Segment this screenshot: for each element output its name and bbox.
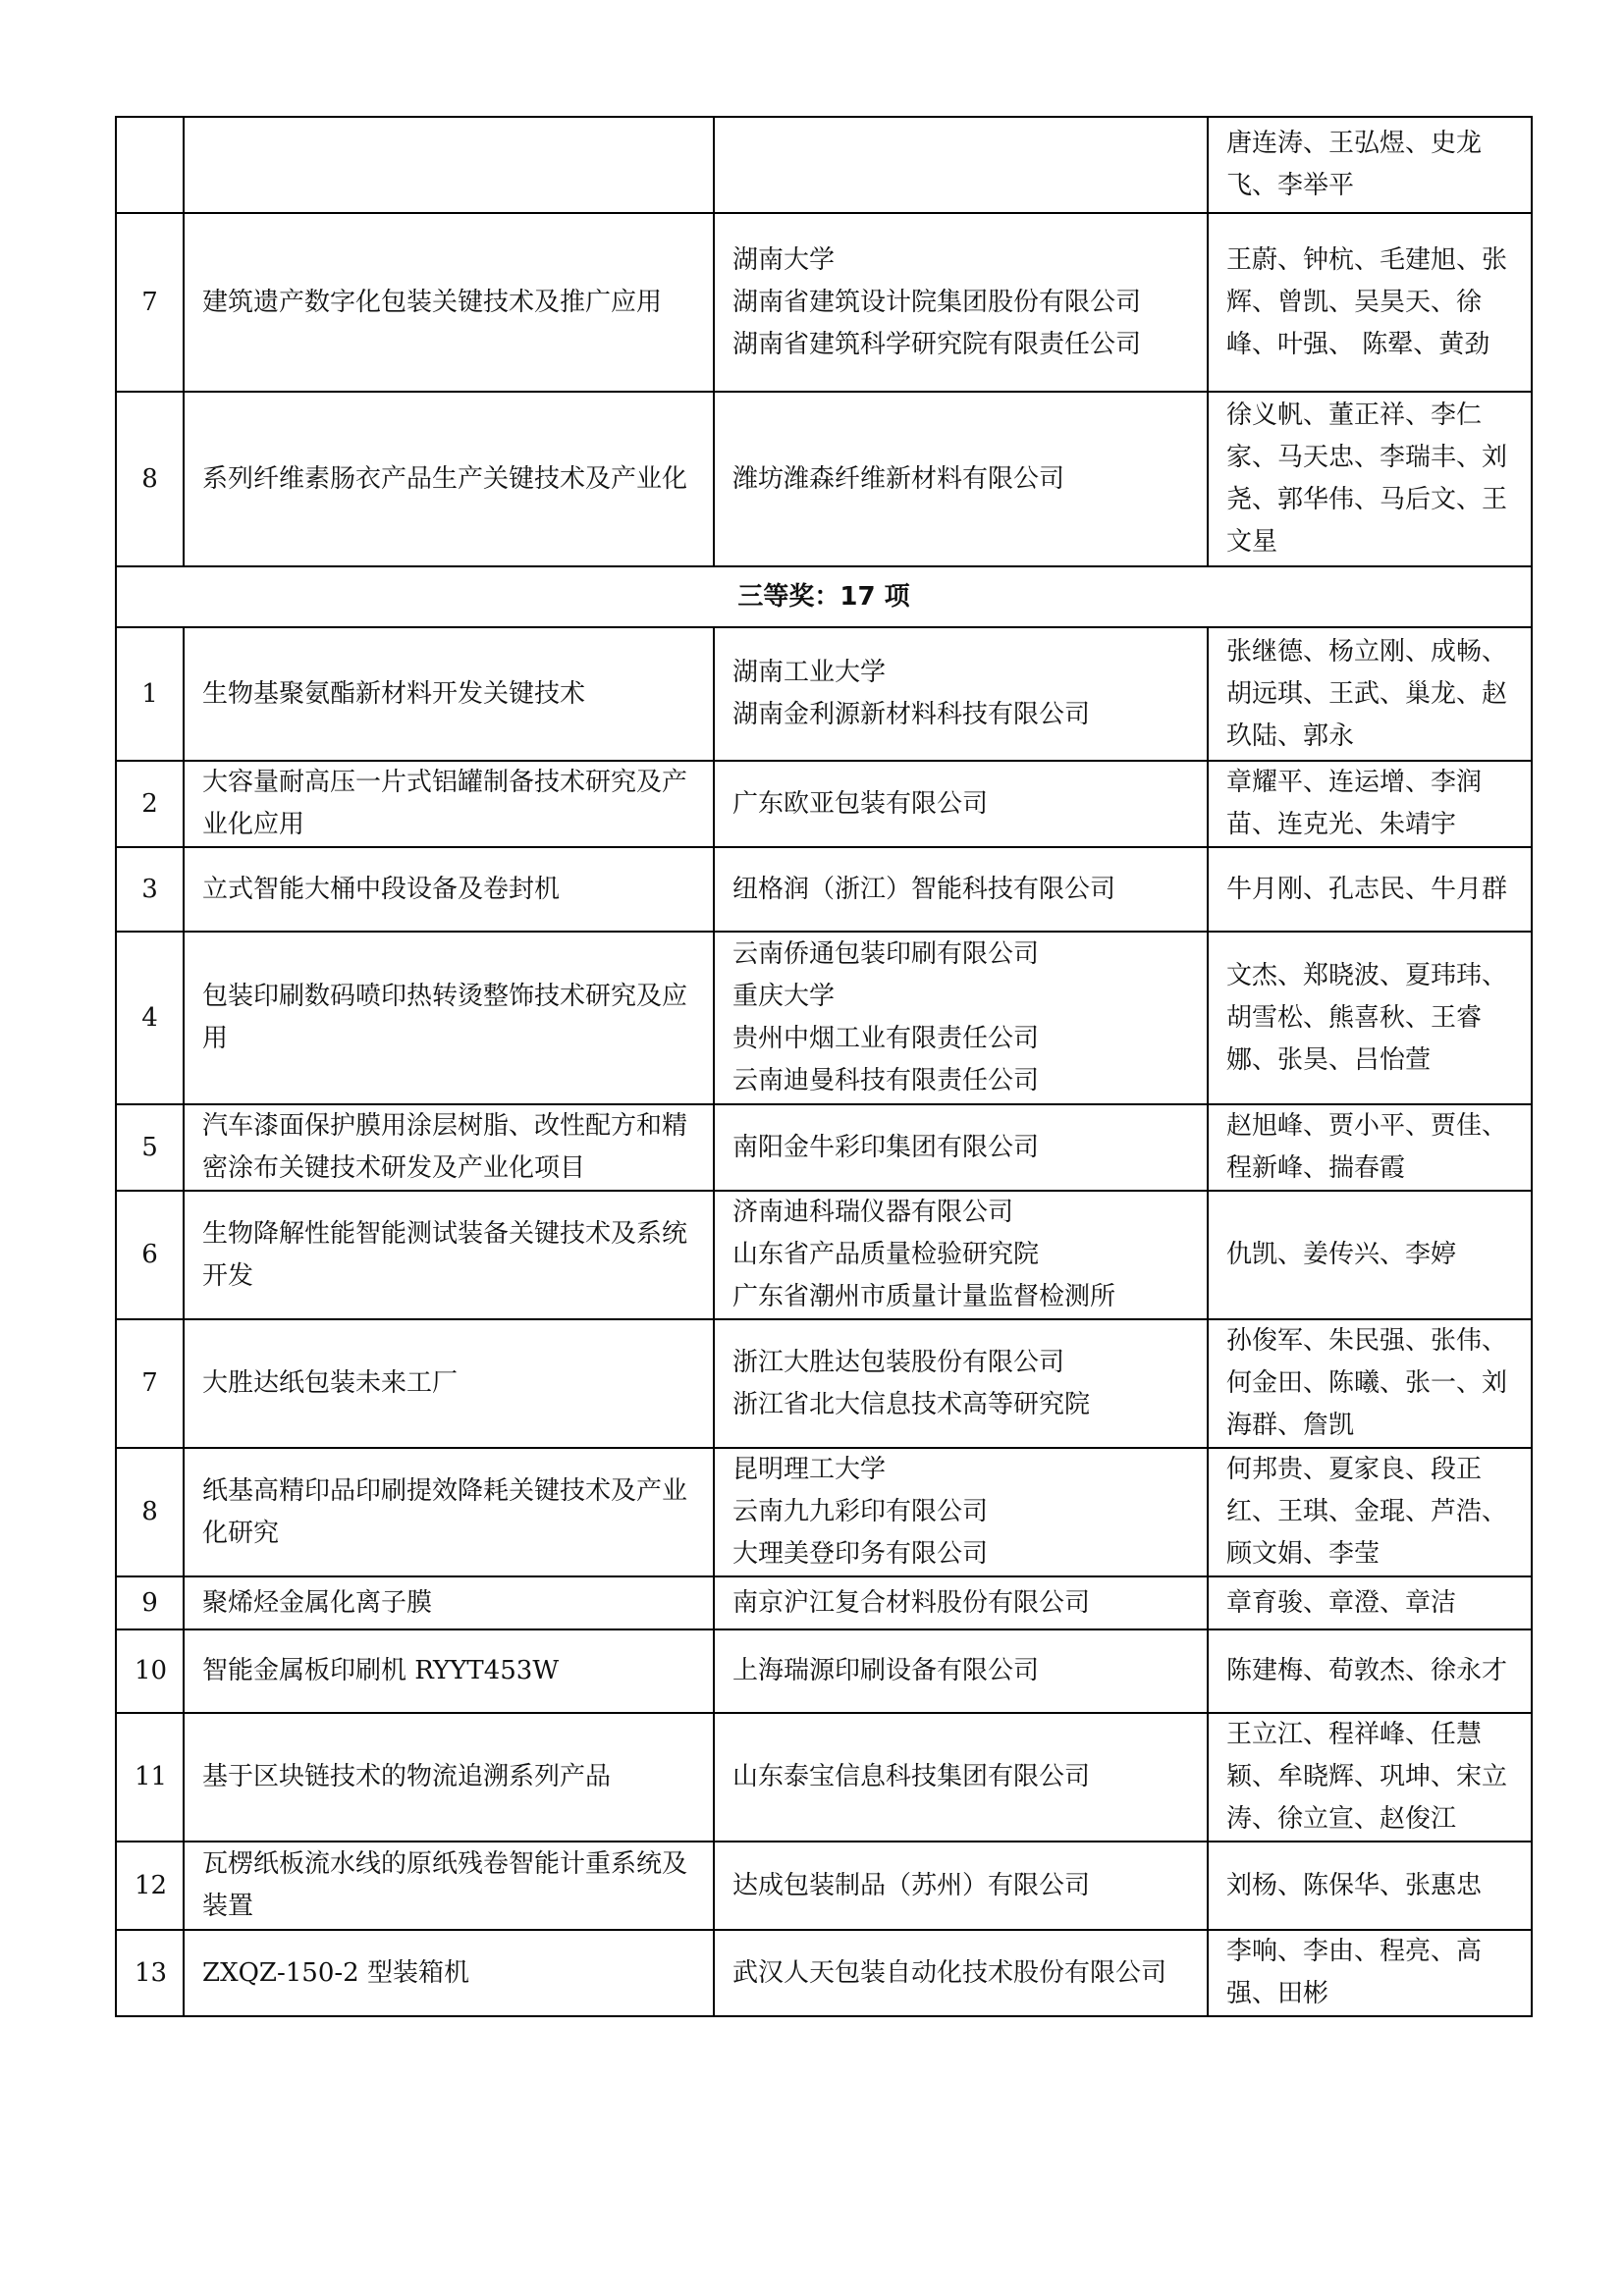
item-number: 5 xyxy=(116,1104,184,1191)
organizations-cell xyxy=(714,1448,1208,1576)
organization-name: 潍坊潍森纤维新材料有限公司 xyxy=(732,463,1065,494)
item-number: 8 xyxy=(116,1448,184,1576)
project-name: 纸基高精印品印刷提效降耗关键技术及产业化研究 xyxy=(184,1448,714,1576)
organizations-cell xyxy=(714,761,1208,847)
contributors: 章育骏、章澄、章洁 xyxy=(1208,1576,1532,1629)
item-number: 9 xyxy=(116,1576,184,1629)
organizations-cell xyxy=(714,1713,1208,1842)
project-name: 大容量耐高压一片式铝罐制备技术研究及产业化应用 xyxy=(184,761,714,847)
table-row xyxy=(116,213,1532,392)
item-number: 4 xyxy=(116,932,184,1104)
project-name xyxy=(184,117,714,213)
table-row xyxy=(116,1319,1532,1448)
organization-name: 武汉人天包装自动化技术股份有限公司 xyxy=(732,1957,1167,1988)
organization-name: 广东欧亚包装有限公司 xyxy=(732,788,989,819)
organization-name: 广东省潮州市质量计量监督检测所 xyxy=(732,1282,1116,1311)
organization-name: 大理美登印务有限公司 xyxy=(732,1539,989,1569)
item-number: 6 xyxy=(116,1191,184,1319)
section-title-third-prize: 三等奖：17 项 xyxy=(116,566,1532,627)
project-name: 基于区块链技术的物流追溯系列产品 xyxy=(184,1713,714,1842)
organizations-cell xyxy=(714,1629,1208,1713)
contributors: 仇凯、姜传兴、李婷 xyxy=(1208,1191,1532,1319)
item-number: 7 xyxy=(116,1319,184,1448)
project-name: 建筑遗产数字化包装关键技术及推广应用 xyxy=(184,213,714,392)
section-row xyxy=(116,566,1532,627)
project-name: 立式智能大桶中段设备及卷封机 xyxy=(184,847,714,932)
item-number: 8 xyxy=(116,392,184,566)
item-number xyxy=(116,117,184,213)
organizations-cell xyxy=(714,1191,1208,1319)
item-number: 3 xyxy=(116,847,184,932)
contributors: 孙俊军、朱民强、张伟、何金田、陈曦、张一、刘海群、詹凯 xyxy=(1208,1319,1532,1448)
table-row xyxy=(116,1842,1532,1930)
item-number: 7 xyxy=(116,213,184,392)
contributors: 文杰、郑晓波、夏玮玮、胡雪松、熊喜秋、王睿娜、张昊、吕怡萱 xyxy=(1208,932,1532,1104)
project-name: 汽车漆面保护膜用涂层树脂、改性配方和精密涂布关键技术研发及产业化项目 xyxy=(184,1104,714,1191)
awards-table-body xyxy=(116,117,1532,2016)
awards-table xyxy=(115,116,1533,2017)
project-name: 聚烯烃金属化离子膜 xyxy=(184,1576,714,1629)
contributors: 陈建梅、荀敦杰、徐永才 xyxy=(1208,1629,1532,1713)
organization-name: 云南九九彩印有限公司 xyxy=(732,1497,989,1526)
contributors: 王蔚、钟杭、毛建旭、张辉、曾凯、吴昊天、徐峰、叶强、 陈翚、黄劲 xyxy=(1208,213,1532,392)
organization-name: 湖南省建筑设计院集团股份有限公司 xyxy=(732,287,1142,317)
table-row xyxy=(116,1930,1532,2016)
organization-name: 湖南工业大学 xyxy=(732,658,887,687)
item-number: 10 xyxy=(116,1629,184,1713)
contributors: 王立江、程祥峰、任慧颖、牟晓辉、巩坤、宋立涛、徐立宣、赵俊江 xyxy=(1208,1713,1532,1842)
item-number: 1 xyxy=(116,627,184,761)
table-row xyxy=(116,627,1532,761)
table-row xyxy=(116,392,1532,566)
contributors: 刘杨、陈保华、张惠忠 xyxy=(1208,1842,1532,1930)
project-name: 生物基聚氨酯新材料开发关键技术 xyxy=(184,627,714,761)
table-row xyxy=(116,117,1532,213)
contributors: 赵旭峰、贾小平、贾佳、程新峰、揣春霞 xyxy=(1208,1104,1532,1191)
organization-name: 济南迪科瑞仪器有限公司 xyxy=(732,1198,1014,1227)
organization-name: 重庆大学 xyxy=(732,982,836,1011)
table-row xyxy=(116,1448,1532,1576)
table-row xyxy=(116,1713,1532,1842)
contributors: 张继德、杨立刚、成畅、胡远琪、王武、巢龙、赵玖陆、郭永 xyxy=(1208,627,1532,761)
project-name: 系列纤维素肠衣产品生产关键技术及产业化 xyxy=(184,392,714,566)
organization-name: 上海瑞源印刷设备有限公司 xyxy=(732,1656,1040,1685)
item-number: 12 xyxy=(116,1842,184,1930)
item-number: 11 xyxy=(116,1713,184,1842)
organizations-cell xyxy=(714,1842,1208,1930)
table-row xyxy=(116,1191,1532,1319)
contributors: 牛月刚、孔志民、牛月群 xyxy=(1208,847,1532,932)
table-row xyxy=(116,932,1532,1104)
item-number: 13 xyxy=(116,1930,184,2016)
organizations-cell xyxy=(714,117,1208,213)
organization-name: 云南迪曼科技有限责任公司 xyxy=(732,1066,1040,1095)
organizations-cell xyxy=(714,1104,1208,1191)
organization-name: 南阳金牛彩印集团有限公司 xyxy=(732,1132,1040,1162)
organizations-cell xyxy=(714,392,1208,566)
project-name: 生物降解性能智能测试装备关键技术及系统开发 xyxy=(184,1191,714,1319)
organizations-cell xyxy=(714,213,1208,392)
organization-name: 山东泰宝信息科技集团有限公司 xyxy=(732,1762,1091,1791)
organizations-cell xyxy=(714,1576,1208,1629)
organization-name: 浙江省北大信息技术高等研究院 xyxy=(732,1389,1091,1419)
project-name: 包装印刷数码喷印热转烫整饰技术研究及应用 xyxy=(184,932,714,1104)
organizations-cell xyxy=(714,627,1208,761)
project-name: 瓦楞纸板流水线的原纸残卷智能计重系统及装置 xyxy=(184,1842,714,1930)
organization-name: 贵州中烟工业有限责任公司 xyxy=(732,1024,1040,1053)
table-row xyxy=(116,1629,1532,1713)
organization-name: 云南侨通包装印刷有限公司 xyxy=(732,939,1040,969)
organization-name: 湖南金利源新材料科技有限公司 xyxy=(732,700,1091,729)
contributors: 李响、李由、程亮、高强、田彬 xyxy=(1208,1930,1532,2016)
organization-name: 昆明理工大学 xyxy=(732,1455,887,1484)
organization-name: 达成包装制品（苏州）有限公司 xyxy=(732,1870,1091,1900)
organizations-cell xyxy=(714,932,1208,1104)
organizations-cell xyxy=(714,1319,1208,1448)
organizations-cell xyxy=(714,847,1208,932)
table-row xyxy=(116,847,1532,932)
organization-name: 湖南大学 xyxy=(732,244,836,275)
organizations-cell xyxy=(714,1930,1208,2016)
item-number: 2 xyxy=(116,761,184,847)
organization-name: 纽格润（浙江）智能科技有限公司 xyxy=(732,874,1116,904)
contributors: 唐连涛、王弘煜、史龙飞、李举平 xyxy=(1208,117,1532,213)
table-row xyxy=(116,1104,1532,1191)
contributors: 徐义帆、董正祥、李仁家、马天忠、李瑞丰、刘尧、郭华伟、马后文、王文星 xyxy=(1208,392,1532,566)
organization-name: 浙江大胜达包装股份有限公司 xyxy=(732,1347,1065,1377)
table-row xyxy=(116,761,1532,847)
organization-name: 湖南省建筑科学研究院有限责任公司 xyxy=(732,329,1142,359)
contributors: 章耀平、连运增、李润苗、连克光、朱靖宇 xyxy=(1208,761,1532,847)
project-name: ZXQZ-150-2 型装箱机 xyxy=(184,1930,714,2016)
organization-name: 南京沪江复合材料股份有限公司 xyxy=(732,1587,1091,1618)
contributors: 何邦贵、夏家良、段正红、王琪、金琨、芦浩、顾文娟、李莹 xyxy=(1208,1448,1532,1576)
table-row xyxy=(116,1576,1532,1629)
project-name: 大胜达纸包装未来工厂 xyxy=(184,1319,714,1448)
project-name: 智能金属板印刷机 RYYT453W xyxy=(184,1629,714,1713)
organization-name: 山东省产品质量检验研究院 xyxy=(732,1240,1040,1269)
